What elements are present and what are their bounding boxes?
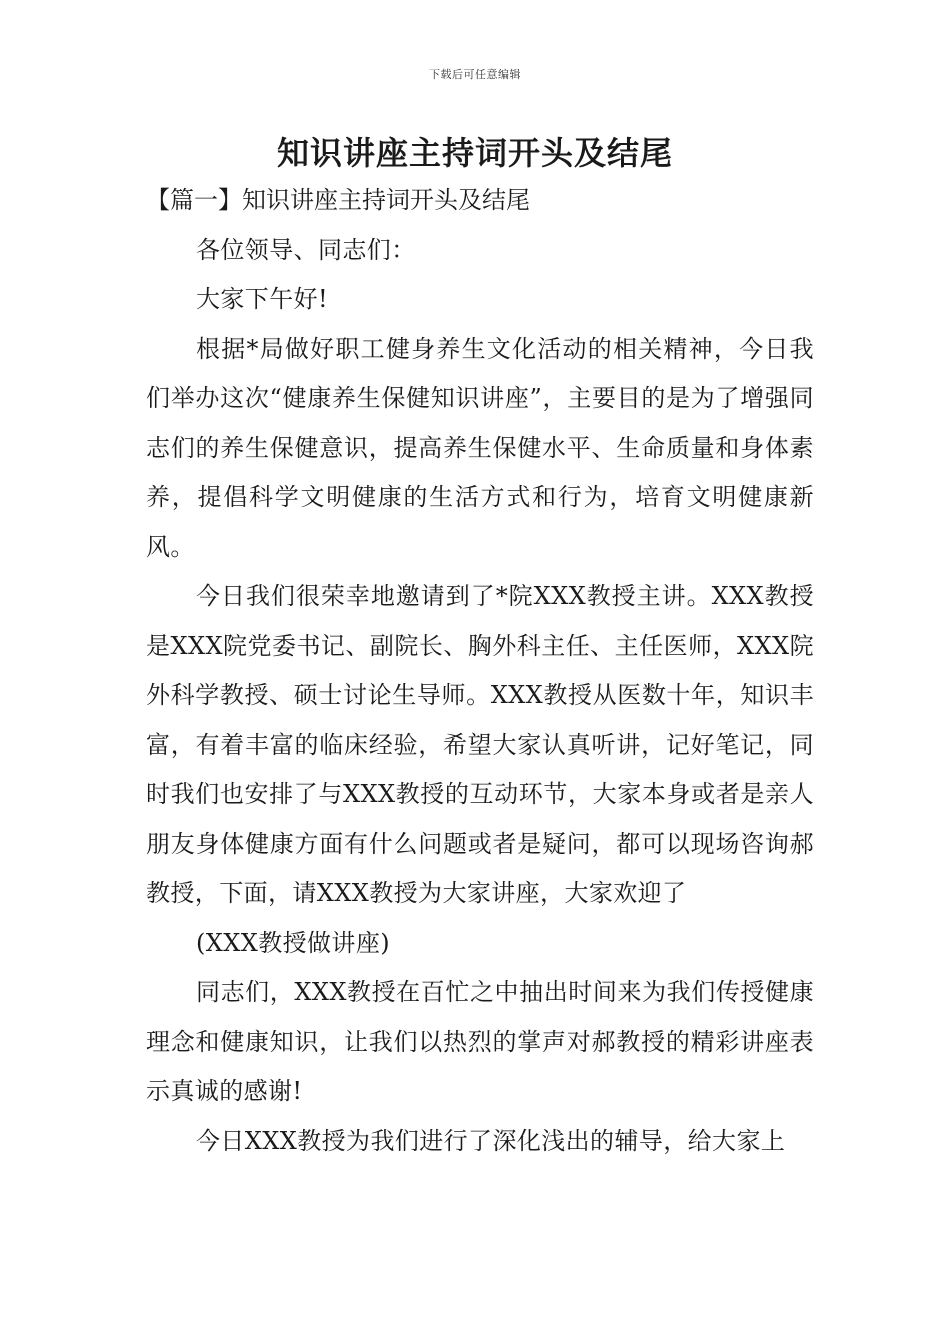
document-body [146, 176, 814, 1166]
lecture-note-paragraph: (XXX教授做讲座) [196, 928, 390, 957]
section-heading: 【篇一】知识讲座主持词开头及结尾 [146, 186, 530, 214]
document-title: 知识讲座主持词开头及结尾 [276, 134, 673, 172]
closing-paragraph: 今日XXX教授为我们进行了深化浅出的辅导，给大家上 [196, 1126, 786, 1155]
purpose-paragraph: 根据*局做好职工健身养生文化活动的相关精神，今日我们举办这次“健康养生保健知识讲座”，主要目的是为了增强同志们的养生保健意识，提高养生保健水平、生命质量和身体素养，提倡科学文明健康的生活方式和行为，培育文明健康新风。 [146, 334, 814, 561]
greeting-paragraph: 各位领导、同志们： [196, 235, 416, 264]
speaker-intro-paragraph: 今日我们很荣幸地邀请到了*院XXX教授主讲。XXX教授是XXX院党委书记、副院长、胸外科主任、主任医师，XXX院外科学教授、硕士讨论生导师。XXX教授从医数十年，知识丰富，有着丰富的临床经验，希望大家认真听讲，记好笔记，同时我们也安排了与XXX教授的互动环节，大家本身或者是亲人朋友身体健康方面有什么问题或者是疑问，都可以现场咨询郝教授，下面，请XXX教授为大家讲座，大家欢迎了 [146, 582, 814, 907]
thanks-paragraph: 同志们，XXX教授在百忙之中抽出时间来为我们传授健康理念和健康知识，让我们以热烈的掌声对郝教授的精彩讲座表示真诚的感谢! [146, 978, 814, 1105]
salutation-paragraph: 大家下午好! [196, 285, 329, 313]
header-note: 下载后可任意编辑 [429, 68, 521, 81]
